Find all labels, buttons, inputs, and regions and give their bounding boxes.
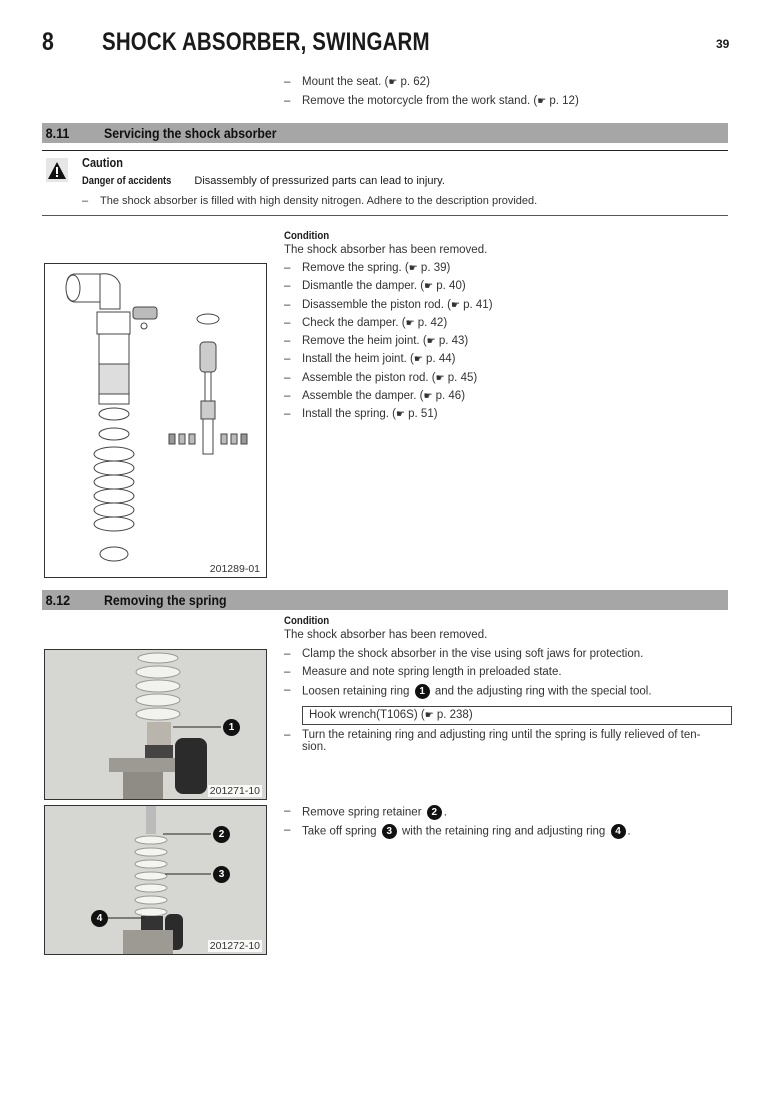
callout-badge: 4 [91,910,108,927]
page-ref-link[interactable]: p. 238 [436,709,469,721]
dash: – [284,262,291,274]
step: – Assemble the piston rod. (☛ p. 45) [284,372,724,390]
dash: – [284,316,291,329]
intro-step: – Remove the motorcycle from the work stand. (☛ p. 12) [284,95,579,107]
dash: – [284,408,291,421]
caution-title: Caution [82,156,123,170]
step-text: Measure and note spring length in preloaded state. [302,666,562,678]
pointing-hand-icon: ☛ [424,281,434,293]
pointing-hand-icon: ☛ [450,299,460,311]
step-text: Install the heim joint. [302,353,407,366]
steps-list-8-11 [284,262,724,427]
step-text: Dismantle the damper. [302,280,418,293]
figure-id: 201289-01 [209,563,260,575]
caution-label: Danger of accidents [82,175,172,187]
step: – Remove the heim joint. (☛ p. 43) [284,335,724,353]
callout-badge: 3 [382,824,397,839]
chapter-title: SHOCK ABSORBER, SWINGARM [102,28,430,56]
step [284,824,724,839]
step-text: Remove the heim joint. [302,335,420,348]
exploded-diagram-figure [44,263,267,578]
callout-badge: 1 [223,719,240,736]
step: – Install the spring. (☛ p. 51) [284,408,724,426]
step-text: Assemble the damper. [302,390,417,403]
condition-title: Condition [284,615,330,627]
caution-note [82,195,722,207]
divider [42,150,728,151]
step-text: Remove the spring. [302,262,402,274]
section-title: Servicing the shock absorber [104,125,277,141]
special-tool-box: Hook wrench(T106S) (☛ p. 238) [302,706,732,725]
step-text: Assemble the piston rod. [302,371,429,384]
caution-text: Disassembly of pressurized parts can lead to injury. [194,175,445,187]
step-text: Mount the seat. [302,76,382,88]
dash: – [284,371,291,384]
step-text: Remove the motorcycle from the work stand. [302,95,531,107]
condition-text: The shock absorber has been removed. [284,244,488,256]
tool-name: Hook wrench(T106S) [309,709,418,721]
page-ref-link[interactable]: p. 46 [435,390,462,403]
step-text: Remove spring retainer [302,806,422,819]
step [284,666,724,678]
dash: – [284,353,291,366]
chapter-number: 8 [42,28,54,56]
pointing-hand-icon: ☛ [426,336,436,348]
step [284,648,724,660]
shock-spring-photo [45,806,266,954]
step [284,684,724,699]
dash: – [284,666,291,678]
step-text: Loosen retaining ring [302,685,410,698]
page-ref-link[interactable]: p. 41 [463,298,489,311]
page-ref-link[interactable]: p. 45 [447,371,474,384]
pointing-hand-icon: ☛ [413,354,423,366]
dash: – [284,684,291,696]
dash: – [284,335,291,348]
dash: – [284,805,291,817]
pointing-hand-icon: ☛ [537,96,547,107]
photo-remove-spring [44,805,267,955]
section-number: 8.11 [45,125,70,141]
step-text: . [443,806,447,819]
step-text: Take off spring [302,825,377,838]
pointing-hand-icon: ☛ [435,372,445,384]
step-text: . [627,825,631,838]
condition-text: The shock absorber has been removed. [284,629,488,641]
caution-message [82,175,445,187]
dash: – [284,280,291,293]
figure-id: 201272-10 [209,940,260,952]
photo-loosen-ring [44,649,267,800]
pointing-hand-icon: ☛ [388,77,398,88]
page-ref-link[interactable]: p. 51 [408,408,434,421]
step: – Check the damper. (☛ p. 42) [284,317,724,335]
dash: – [284,729,291,741]
callout-badge: 2 [213,826,230,843]
step-text: Install the spring. [302,408,389,421]
pointing-hand-icon: ☛ [408,263,418,274]
step [284,805,724,820]
page-number: 39 [716,37,730,51]
step-text: Disassemble the piston rod. [302,298,444,311]
step: – Install the heim joint. (☛ p. 44) [284,353,724,371]
dash: – [284,95,291,107]
shock-absorber-exploded-drawing [45,264,266,577]
dash: – [284,298,291,311]
divider [42,215,728,216]
page-ref-link[interactable]: p. 40 [436,280,462,293]
section-header-8-12 [42,590,728,610]
dash: – [284,824,291,836]
step: – Disassemble the piston rod. (☛ p. 41) [284,299,724,317]
page-ref-link[interactable]: p. 39 [420,262,447,274]
step-text: with the retaining ring and adjusting ring [402,825,606,838]
step [284,729,724,753]
section-number: 8.12 [45,592,71,608]
callout-badge: 2 [427,805,442,820]
condition-title: Condition [284,230,330,242]
section-header-8-11 [42,123,728,143]
step-text: Clamp the shock absorber in the vise using soft jaws for protection. [302,648,644,660]
intro-step: – Mount the seat. (☛ p. 62) [284,76,430,88]
page-ref-link[interactable]: p. 62 [400,76,427,88]
page-ref-link[interactable]: p. 43 [438,335,465,348]
step-text: and the adjusting ring with the special tool. [434,685,652,698]
dash: – [284,390,291,403]
step-text: Check the damper. [302,316,399,329]
step: – Dismantle the damper. (☛ p. 40) [284,280,724,298]
dash: – [284,648,291,660]
step-text: Turn the retaining ring and adjusting ring until the spring is fully relieved of ten-sion. [302,729,701,753]
pointing-hand-icon: ☛ [395,409,405,421]
section-title: Removing the spring [104,592,227,608]
page-ref-link[interactable]: p. 44 [426,353,452,366]
page-ref-link[interactable]: p. 12 [549,95,575,107]
caution-note-text: The shock absorber is filled with high density nitrogen. Adhere to the description provided. [100,195,538,207]
warning-triangle-icon [46,158,68,182]
pointing-hand-icon: ☛ [405,317,415,329]
step: – Remove the spring. (☛ p. 39) [284,262,724,280]
figure-id: 201271-10 [209,785,260,797]
step: – Assemble the damper. (☛ p. 46) [284,390,724,408]
dash: – [82,195,89,207]
callout-badge: 4 [611,824,626,839]
callout-badge: 3 [213,866,230,883]
pointing-hand-icon: ☛ [423,391,433,403]
page-ref-link[interactable]: p. 42 [417,316,444,329]
dash: – [284,76,291,88]
callout-badge: 1 [415,684,430,699]
pointing-hand-icon: ☛ [424,710,434,721]
